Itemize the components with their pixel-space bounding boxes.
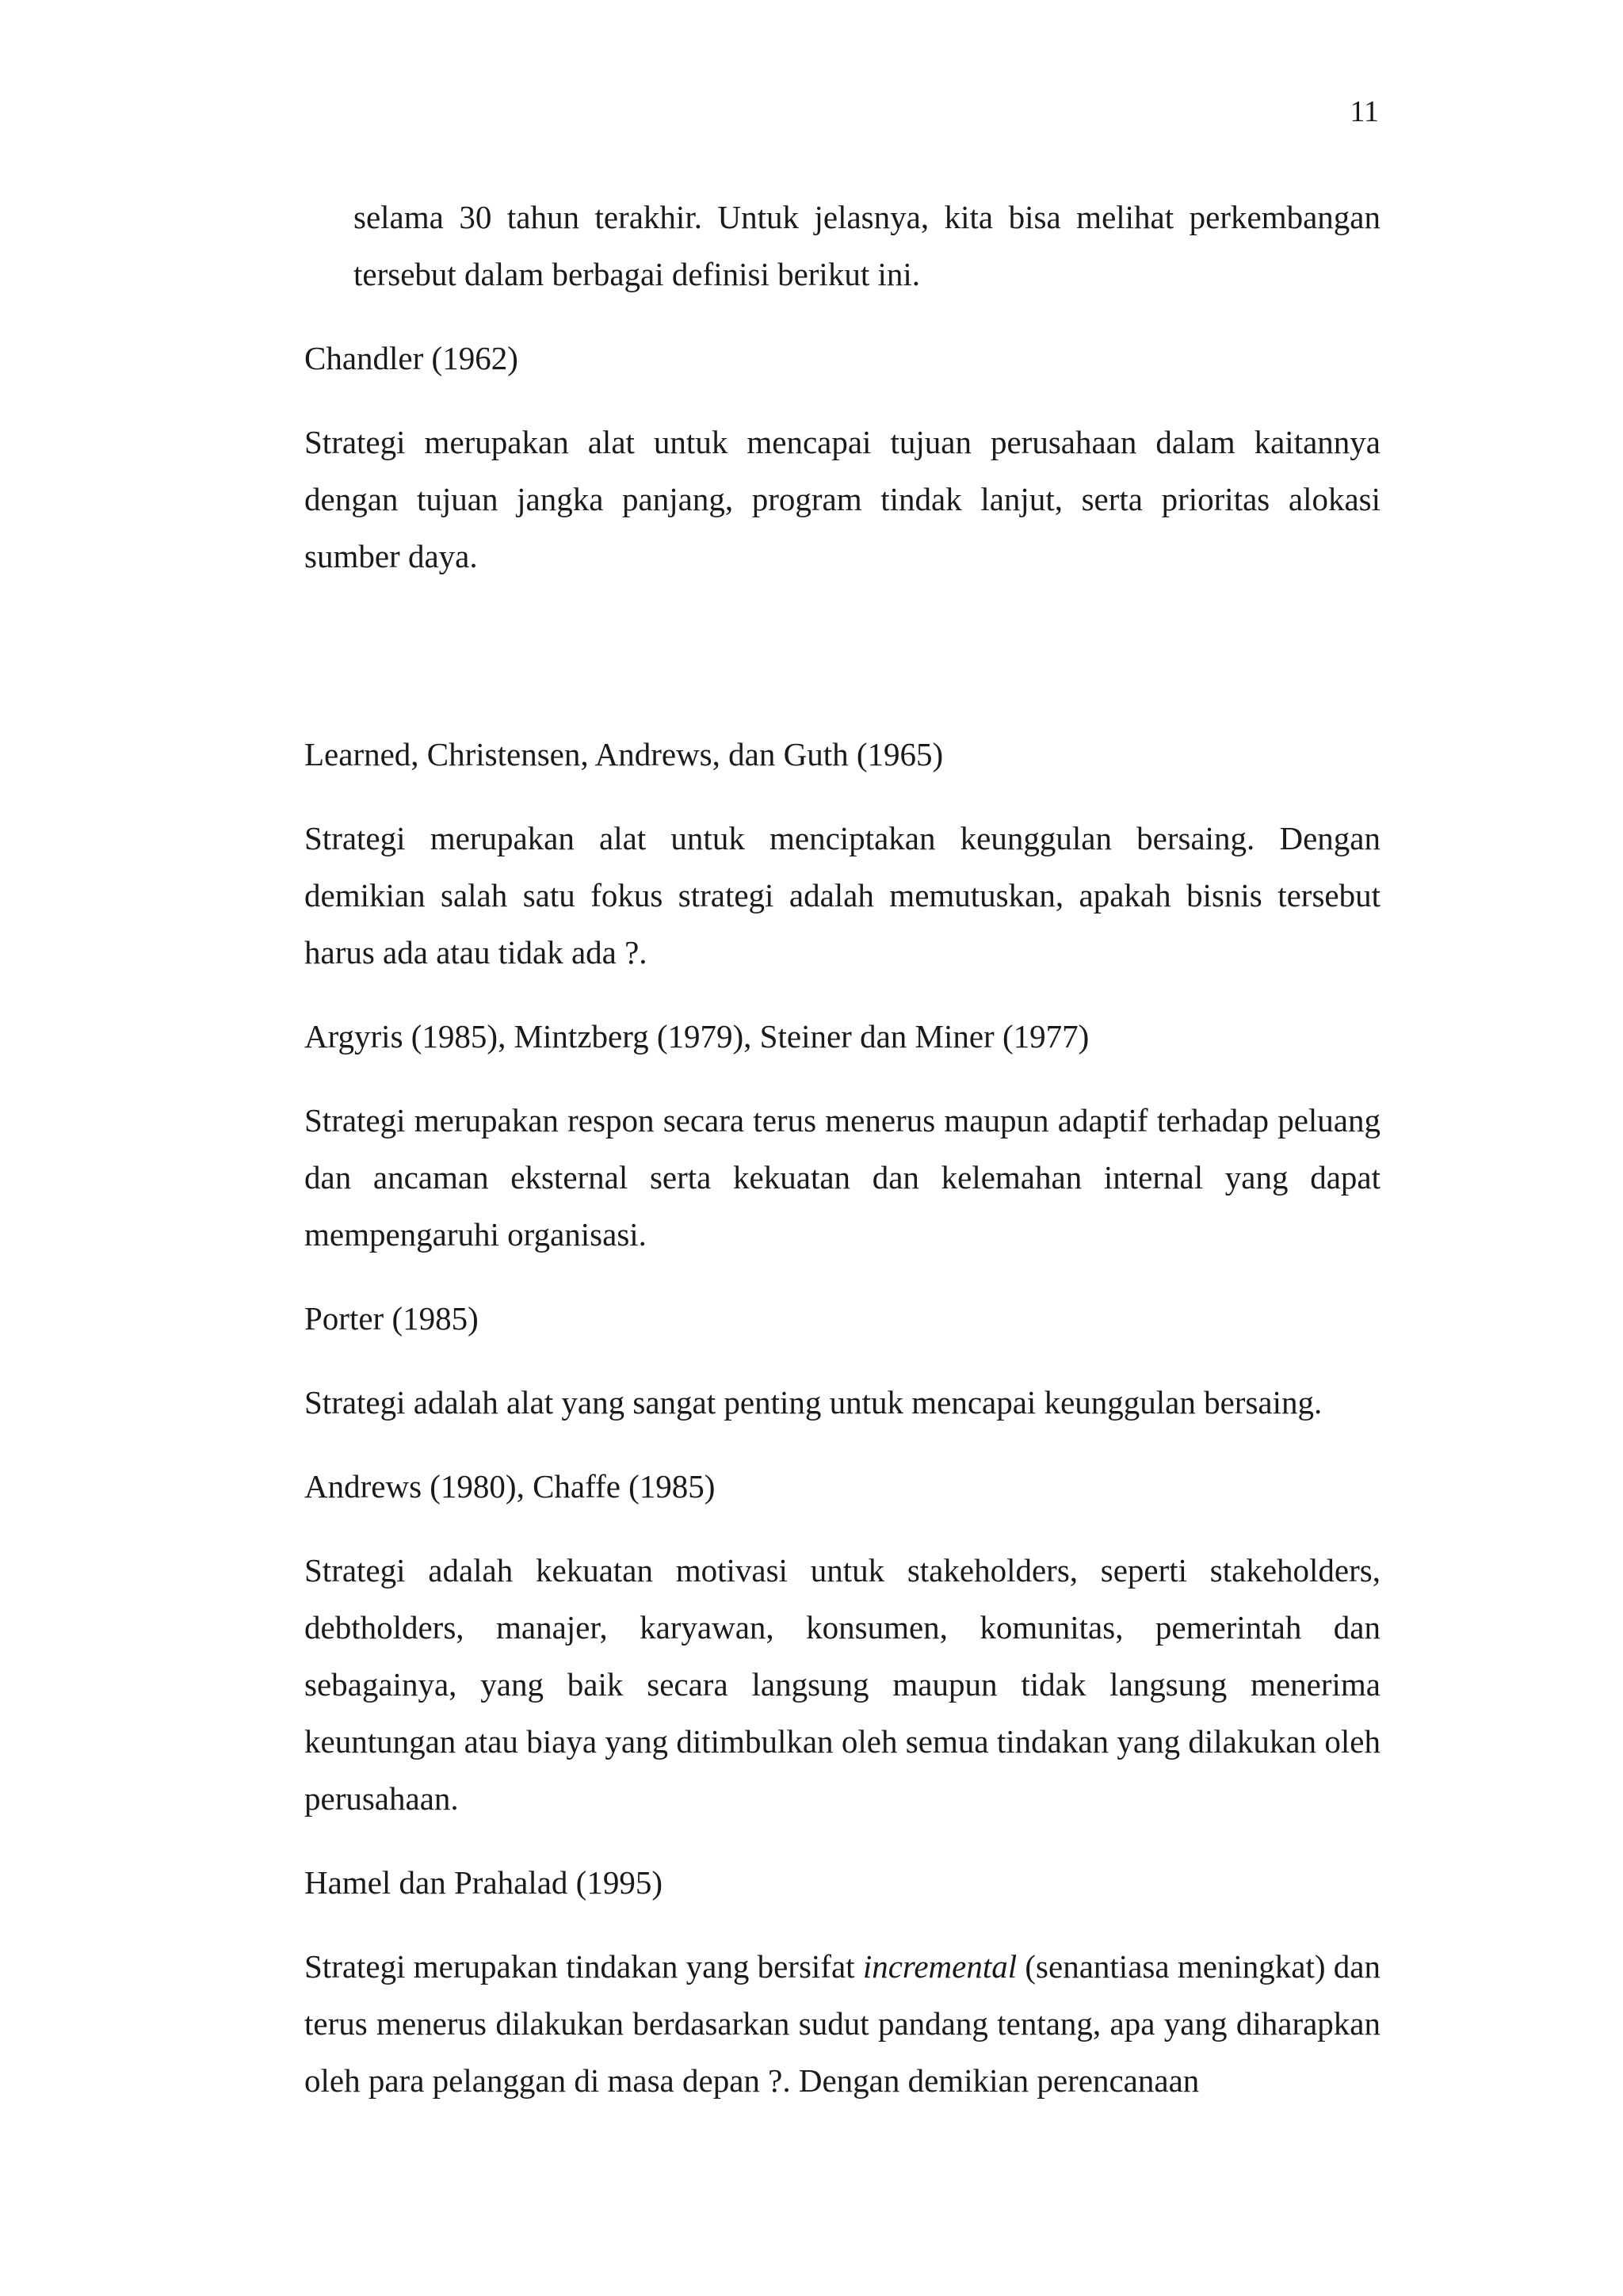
section-body-chandler: Strategi merupakan alat untuk mencapai tujuan perusahaan dalam kaitannya dengan tujuan jangka panjang, program tindak lanjut, serta prioritas alokasi sumber daya.	[304, 424, 1381, 574]
section-body-porter: Strategi adalah alat yang sangat penting untuk mencapai keunggulan bersaing.	[304, 1384, 1323, 1421]
section-heading-chandler: Chandler (1962)	[304, 340, 518, 376]
section-body-learned: Strategi merupakan alat untuk menciptakan keunggulan bersaing. Dengan demikian salah satu fokus strategi adalah memutuskan, apakah bisnis tersebut harus ada atau tidak ada ?.	[304, 820, 1381, 971]
section-heading-porter: Porter (1985)	[304, 1300, 479, 1337]
intro-paragraph: selama 30 tahun terakhir. Untuk jelasnya, kita bisa melihat perkembangan tersebut dalam berbagai definisi berikut ini.	[353, 199, 1381, 292]
page-number: 11	[1350, 95, 1379, 128]
section-heading-learned: Learned, Christensen, Andrews, dan Guth (1965)	[304, 736, 944, 772]
section-heading-andrews: Andrews (1980), Chaffe (1985)	[304, 1468, 716, 1505]
body-text-segment: Strategi merupakan tindakan yang bersifat	[304, 1948, 863, 1985]
section-body-andrews: Strategi adalah kekuatan motivasi untuk stakeholders, seperti stakeholders, debtholders, manajer, karyawan, konsumen, komunitas, pemerintah dan sebagainya, yang baik secara langsung maupun tidak langsung menerima keuntungan atau biaya yang ditimbulkan oleh semua tindakan yang dilakukan oleh perusahaan.	[304, 1552, 1381, 1817]
blank-space	[304, 612, 1381, 726]
section-heading-argyris: Argyris (1985), Mintzberg (1979), Steiner dan Miner (1977)	[304, 1018, 1090, 1055]
section-body-hamel	[304, 1938, 1381, 2109]
italic-term: incremental	[862, 1948, 1018, 1985]
section-heading-hamel: Hamel dan Prahalad (1995)	[304, 1864, 663, 1901]
body-text-segment: (senantiasa meningkat) dan terus menerus dilakukan berdasarkan sudut pandang tentang, apa yang diharapkan oleh para pelanggan di masa depan ?. Dengan demikian perencanaan	[304, 1948, 1381, 2099]
section-body-argyris: Strategi merupakan respon secara terus menerus maupun adaptif terhadap peluang dan ancaman eksternal serta kekuatan dan kelemahan internal yang dapat mempengaruhi organisasi.	[304, 1102, 1381, 1253]
document-body	[304, 189, 1381, 2136]
